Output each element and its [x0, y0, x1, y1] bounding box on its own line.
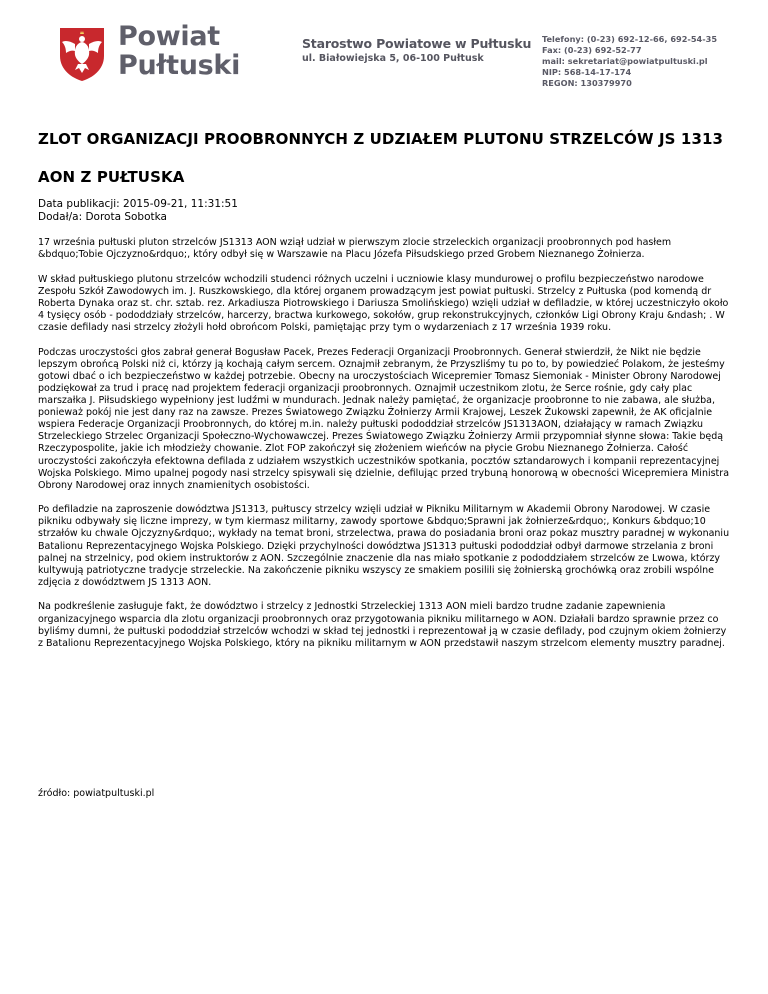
- brand-line-2: Pułtuski: [118, 50, 241, 81]
- eagle-coat-of-arms-icon: [58, 26, 106, 82]
- source-note: źródło: powiatpultuski.pl: [38, 788, 155, 799]
- office-name: Starostwo Powiatowe w Pułtusku: [302, 36, 532, 51]
- author: Dodał/a: Dorota Sobotka: [38, 211, 167, 223]
- paragraph-5: Na podkreślenie zasługuje fakt, że dowództwo i strzelcy z Jednostki Strzeleckiej 1313 AON mieli bardzo trudne zadanie zapewnienia organizacyjnego wsparcia dla zlotu organizacji proobronnych oraz przygotowania pikniku militarnego w AON. Działali bardzo sprawnie przez co byliśmy dumni, że pułtuski pododdział strzelców wchodzi w skład tej jednostki i reprezentował ją w czasie defilady, pod czujnym okiem żołnierzy z Batalionu Reprezentacyjnego Wojska Polskiego, który na pikniku militarnym w AON przedstawił naszym strzelcom elementy musztry paradnej.: [38, 601, 727, 649]
- article-meta: [38, 198, 238, 224]
- contact-block: [542, 34, 717, 89]
- contact-phone: Telefony: (0-23) 692-12-66, 692-54-35: [542, 34, 718, 44]
- paragraph-2: W skład pułtuskiego plutonu strzelców wchodzili studenci różnych uczelni i uczniowie klasy mundurowej o profilu bezpieczeństwo narodowe Zespołu Szkół Zawodowych im. J. Ruszkowskiego, dla której organem prowadzącym jest powiat pułtuski. Strzelcy z Pułtuska (pod komendą dr Roberta Dynaka oraz st. chr. sztab. rez. Arkadiusza Piotrowskiego i Dariusza Smolińskiego) wzięli udział w defiladzie, w której uczestniczyło około 4 tysięcy osób - pododdziały strzelców, harcerzy, bractwa kurkowego, sokołów, grup rekonstrukcyjnych, członków Ligi Obrony Kraju &ndash; . W czasie defilady nasi strzelcy złożyli hołd obrońcom Polski, pamiętając przy tym o wydarzeniach z 17 września 1939 roku.: [38, 273, 729, 334]
- letterhead: [58, 20, 718, 90]
- contact-fax: Fax: (0-23) 692-52-77: [542, 45, 642, 55]
- contact-nip: NIP: 568-14-17-174: [542, 67, 632, 77]
- brand-name: [118, 22, 240, 80]
- paragraph-4: Po defiladzie na zaproszenie dowództwa JS1313, pułtuscy strzelcy wzięli udział w Pikniku Militarnym w Akademii Obrony Narodowej. W czasie pikniku odbywały się liczne imprezy, w tym kiermasz militarny, zawody sportowe &bdquo;Sprawni jak żołnierze&rdquo;, Konkurs &bdquo;10 strzałów ku chwale Ojczyzny&rdquo;, wykłady na temat broni, strzelectwa, prawa do posiadania broni oraz pokaz musztry paradnej w wykonaniu Batalionu Reprezentacyjnego Wojska Polskiego. Dzięki przychylności dowództwa JS1313 pułtuski pododdział odbył darmowe strzelania z broni palnej na strzelnicy, pod okiem instruktorów z AON. Szczególnie znaczenie dla nas miało spotkanie z pododdziałem strzelców ze Lwowa, którzy kultywują patriotyczne tradycje strzeleckie. Na zakończenie pikniku wszyscy ze smakiem posilili się żołnierską grochówką oraz zrobili wspólne zdjęcia z dowództwem JS 1313 AON.: [38, 504, 730, 588]
- paragraph-3: Podczas uroczystości głos zabrał generał Bogusław Pacek, Prezes Federacji Organizacji Proobronnych. Generał stwierdził, że Nikt nie będzie lepszym obrońcą Polski niż ci, którzy ją kochają całym sercem. Oznajmił zebranym, że Przyszliśmy tu po to, by powiedzieć Polakom, że jesteśmy gotowi dbać o ich bezpieczeństwo w każdej potrzebie. Obecny na uroczystościach Wicepremier Tomasz Siemoniak - Minister Obrony Narodowej podziękował za trud i pracę nad projektem federacji organizacji proobronnych. Oznajmił uczestnikom zlotu, że Serce rośnie, gdy cały plac marszałka J. Piłsudskiego wypełniony jest ludźmi w mundurach. Jednak należy pamiętać, że organizacje proobronne to nie zabawa, ale służba, ponieważ pokój nie jest dany raz na zawsze. Prezes Światowego Związku Żołnierzy Armii Krajowej, Leszek Żukowski zapewnił, że AK oficjalnie wspiera Federacje Organizacji Proobronnych, do której m.in. należy pułtuski pododdział strzelców JS1313AON, działający w ramach Związku Strzeleckiego Strzelec Organizacji Społeczno-Wychowawczej. Prezes Światowego Związku Żołnierzy Armii przypomniał słynne słowa: Takie będą Rzeczypospolite, jakie ich młodzieży chowanie. Zlot FOP zakończył się złożeniem wieńców na płycie Grobu Nieznanego Żołnierza. Całość uroczystości zakończyła efektowna defilada z udziałem wszystkich uczestników spotkania, pocztów sztandarowych i kompanii reprezentacyjnej Wojska Polskiego. Mimo upalnej pogody nasi strzelcy spisywali się dzielnie, defilując przed trybuną honorową w obecności Wicepremiera Ministra Obrony Narodowej oraz innych znamienitych osobistości.: [38, 346, 730, 491]
- paragraph-1: 17 września pułtuski pluton strzelców JS1313 AON wziął udział w pierwszym zlocie strzeleckich organizacji proobronnych pod hasłem &bdquo;Tobie Ojczyzno&rdquo;, który odbył się w Warszawie na Placu Józefa Piłsudskiego przed Grobem Nieznanego Żołnierza.: [38, 237, 672, 261]
- article-body: [38, 237, 733, 662]
- office-address: ul. Białowiejska 5, 06-100 Pułtusk: [302, 53, 484, 64]
- contact-email: mail: sekretariat@powiatpultuski.pl: [542, 56, 708, 66]
- article-title: ZLOT ORGANIZACJI PROOBRONNYCH Z UDZIAŁEM PLUTONU STRZELCÓW JS 1313 AON Z PUŁTUSKA: [38, 130, 724, 186]
- office-block: [302, 36, 531, 66]
- contact-regon: REGON: 130379970: [542, 78, 632, 88]
- publication-date: Data publikacji: 2015-09-21, 11:31:51: [38, 198, 238, 210]
- brand-line-1: Powiat: [118, 21, 220, 52]
